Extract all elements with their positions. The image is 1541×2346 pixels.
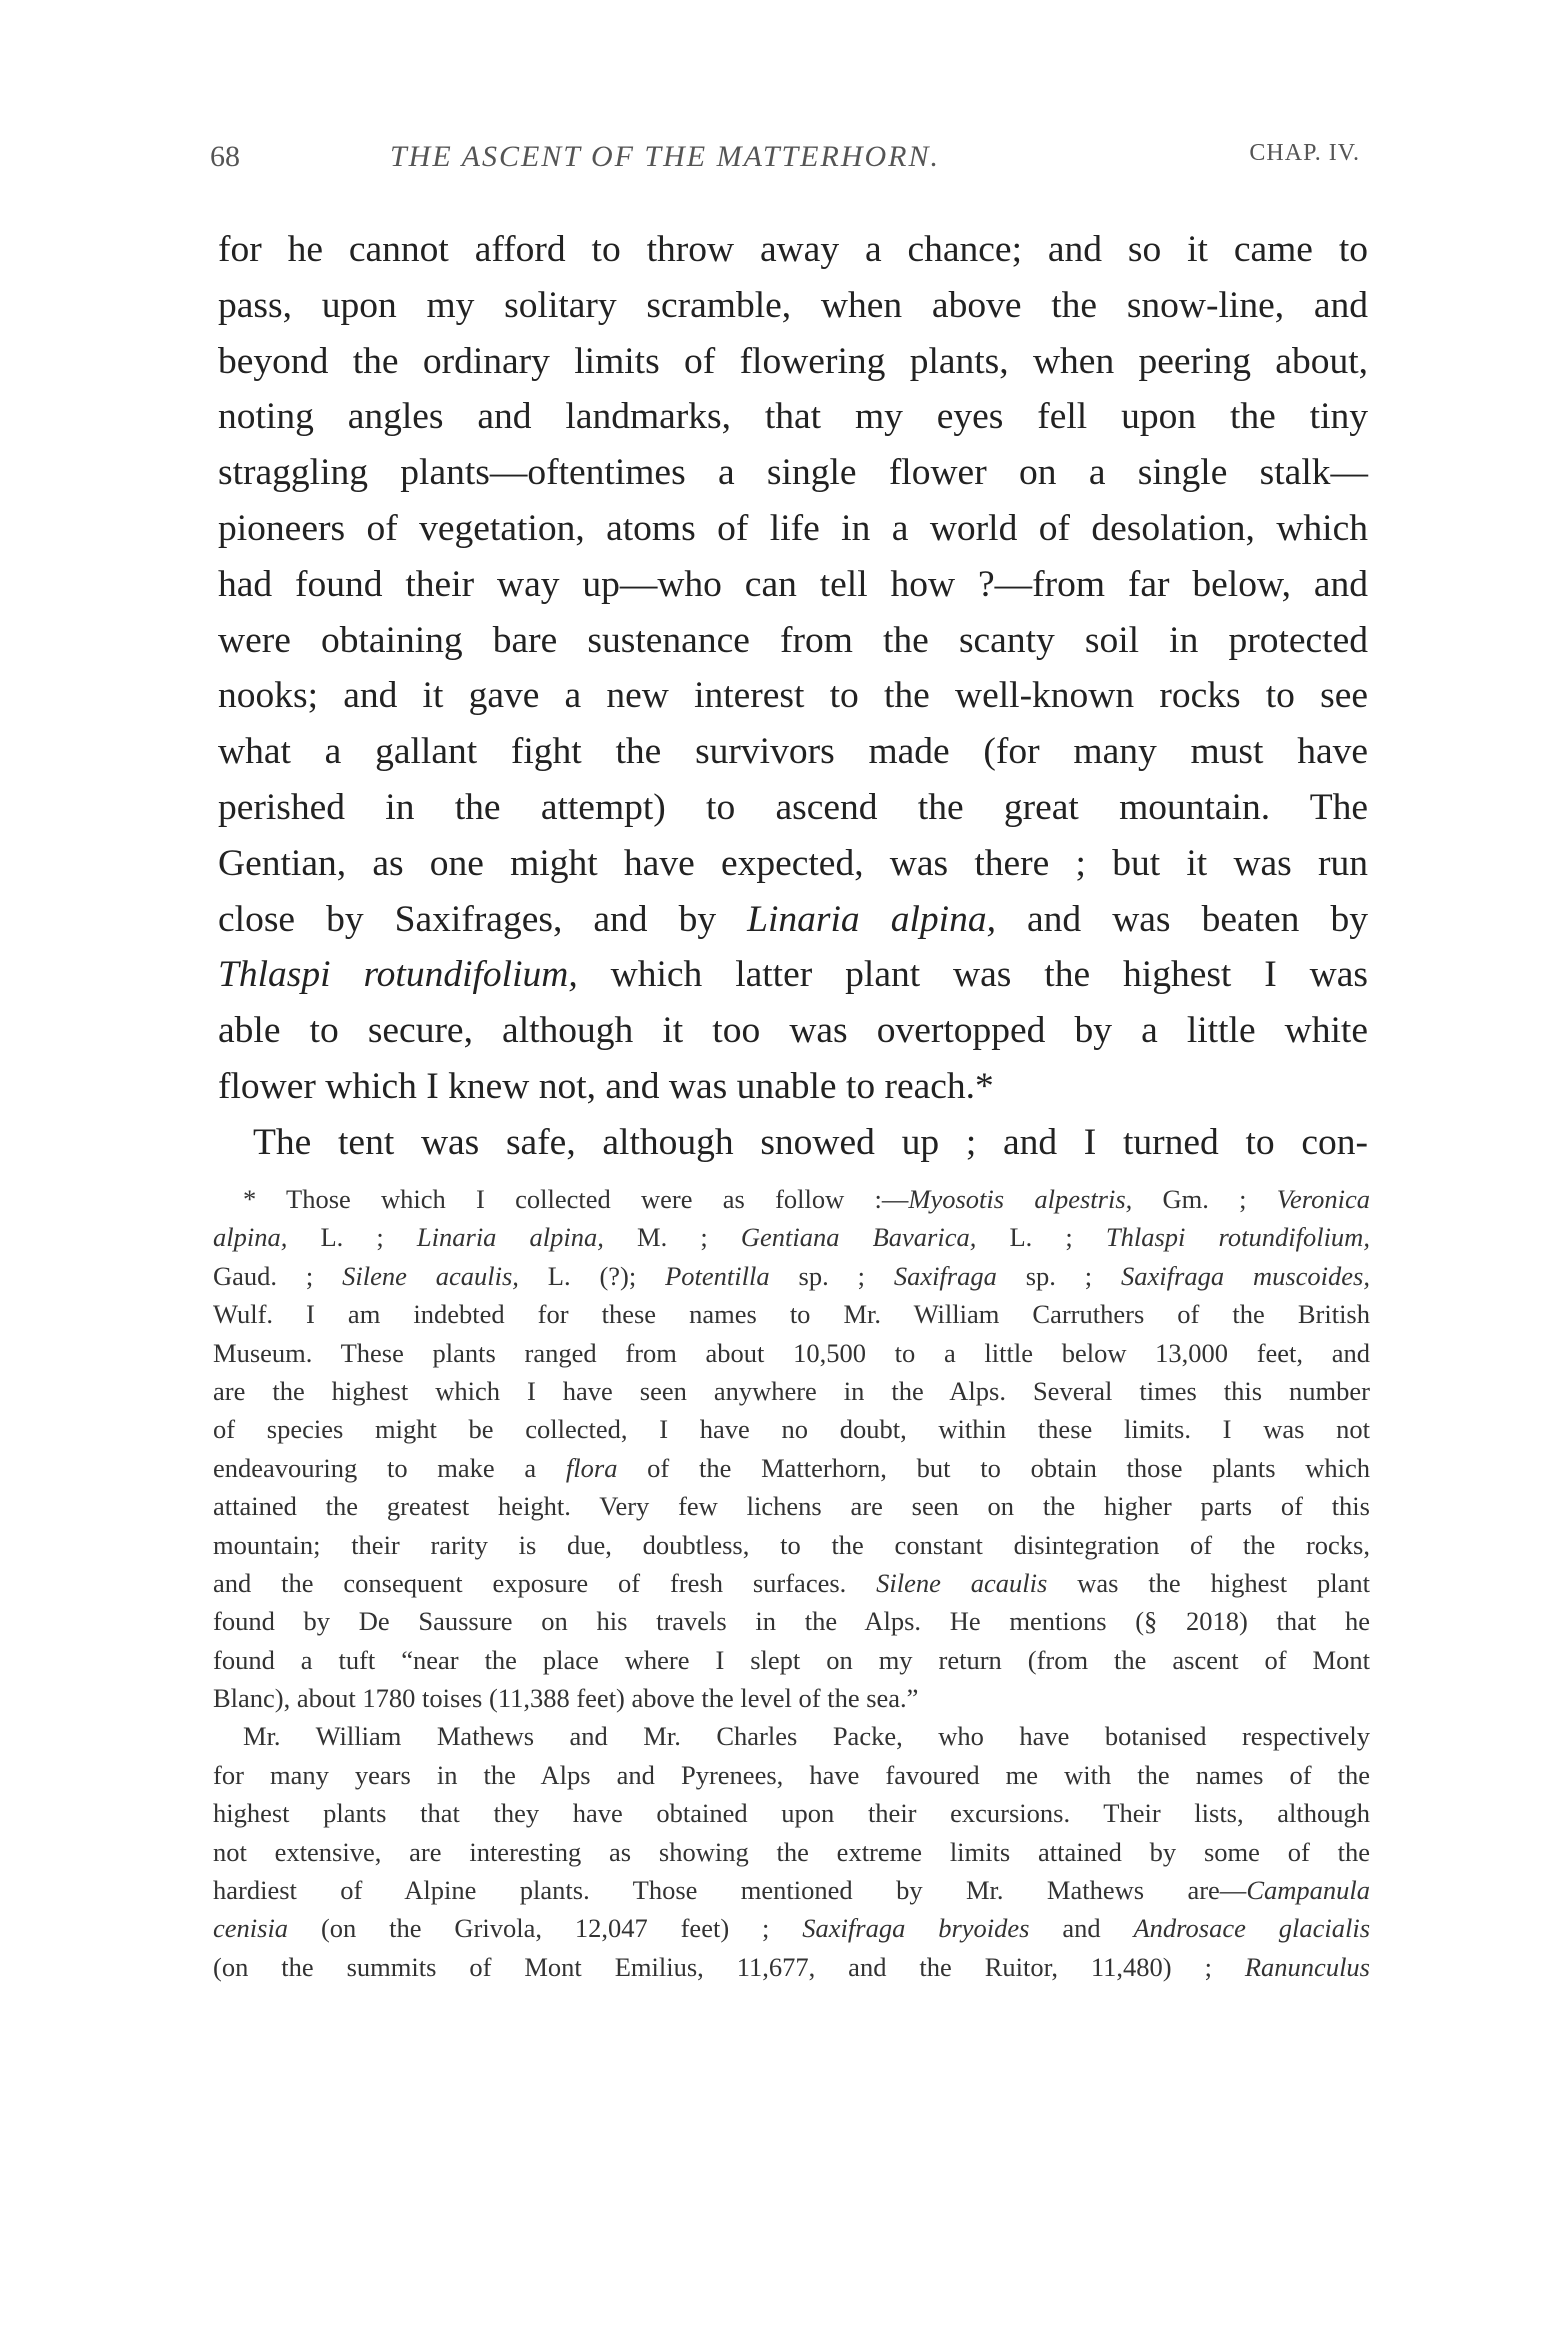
italic-term: Gentiana Bavarica, (740, 1222, 977, 1253)
footnote-line: endeavouring to make a flora of the Matterhorn, but to obtain those plants which (213, 1452, 1371, 1483)
footnote-line: Gaud. ; Silene acaulis, L. (?); Potentilla sp. ; Saxifraga sp. ; Saxifraga muscoides, (213, 1260, 1370, 1291)
italic-term: Saxifraga (893, 1260, 997, 1291)
text-line: pass, upon my solitary scramble, when above the snow-line, and (218, 284, 1368, 326)
italic-term: Thlaspi rotundifolium, (1105, 1222, 1370, 1253)
footnote-line: are the highest which I have seen anywhere in the Alps. Several times this number (213, 1375, 1370, 1406)
italic-term: Saxifraga muscoides, (1121, 1260, 1370, 1291)
footnote-line: mountain; their rarity is due, doubtless, to the constant disintegration of the rocks, (213, 1529, 1370, 1560)
footnote-line: attained the greatest height. Very few lichens are seen on the higher parts of this (213, 1491, 1370, 1522)
italic-term: Linaria alpina, (416, 1222, 604, 1253)
italic-term: Saxifraga bryoides (802, 1913, 1030, 1944)
italic-term: Veronica (1276, 1184, 1370, 1214)
footnote-line: highest plants that they have obtained upon their excursions. Their lists, although (213, 1798, 1370, 1829)
italic-term: flora (565, 1452, 618, 1483)
text-line: flower which I knew not, and was unable to reach.* (218, 1065, 994, 1107)
text-line: perished in the attempt) to ascend the great mountain. The (218, 786, 1368, 828)
footnote-line: alpina, L. ; Linaria alpina, M. ; Gentiana Bavarica, L. ; Thlaspi rotundifolium, (213, 1222, 1370, 1253)
italic-term: cenisia (213, 1913, 289, 1944)
page-number: 68 (210, 140, 240, 173)
running-head (210, 140, 1360, 180)
footnote-line: * Those which I collected were as follow :—Myosotis alpestris, Gm. ; Veronica (243, 1184, 1370, 1214)
footnote-line: Mr. William Mathews and Mr. Charles Packe, who have botanised respectively (243, 1721, 1370, 1752)
text-line: beyond the ordinary limits of flowering plants, when peering about, (218, 340, 1368, 382)
text-line: The tent was safe, although snowed up ; and I turned to con- (253, 1121, 1368, 1163)
italic-term: Linaria alpina, (747, 898, 996, 940)
running-title: THE ASCENT OF THE MATTERHORN. (390, 140, 940, 173)
text-line: had found their way up—who can tell how ?—from far below, and (218, 563, 1368, 605)
footnote-line: hardiest of Alpine plants. Those mentioned by Mr. Mathews are—Campanula (213, 1875, 1370, 1906)
text-line: pioneers of vegetation, atoms of life in a world of desolation, which (218, 507, 1368, 549)
italic-term: alpina, (213, 1222, 288, 1253)
footnote-line: (on the summits of Mont Emilius, 11,677, and the Ruitor, 11,480) ; Ranunculus (213, 1951, 1370, 1982)
italic-term: Silene acaulis (876, 1567, 1048, 1598)
footnote-line: and the consequent exposure of fresh surfaces. Silene acaulis was the highest plant (213, 1567, 1370, 1598)
footnote-line: Museum. These plants ranged from about 10,500 to a little below 13,000 feet, and (213, 1337, 1370, 1368)
text-line: for he cannot afford to throw away a chance; and so it came to (218, 229, 1368, 270)
text-line: Gentian, as one might have expected, was there ; but it was run (218, 842, 1368, 884)
footnote (213, 1180, 1370, 1986)
chapter-label: CHAP. IV. (1249, 140, 1360, 166)
italic-term: Potentilla (665, 1260, 770, 1291)
text-line: noting angles and landmarks, that my eyes fell upon the tiny (218, 396, 1368, 438)
footnote-line: found by De Saussure on his travels in the Alps. He mentions (§ 2018) that he (213, 1606, 1370, 1637)
footnote-line: Blanc), about 1780 toises (11,388 feet) above the level of the sea.” (213, 1683, 919, 1714)
footnote-line: Wulf. I am indebted for these names to Mr. William Carruthers of the British (213, 1299, 1370, 1330)
text-line: straggling plants—oftentimes a single flower on a single stalk— (218, 452, 1368, 494)
footnote-line: cenisia (on the Grivola, 12,047 feet) ; Saxifraga bryoides and Androsace glacialis (213, 1913, 1371, 1944)
text-line: what a gallant fight the survivors made (for many must have (218, 731, 1368, 773)
italic-term: Myosotis alpestris, (908, 1184, 1133, 1214)
footnote-line: not extensive, are interesting as showing the extreme limits attained by some of the (213, 1836, 1370, 1867)
text-line: able to secure, although it too was overtopped by a little white (218, 1010, 1368, 1052)
footnote-line: for many years in the Alps and Pyrenees, have favoured me with the names of the (213, 1759, 1370, 1790)
italic-term: Silene acaulis, (342, 1260, 519, 1291)
text-line: Thlaspi rotundifolium, which latter plant was the highest I was (218, 954, 1368, 996)
italic-term: Ranunculus (1244, 1951, 1370, 1982)
italic-term: Campanula (1246, 1875, 1370, 1906)
italic-term: Thlaspi rotundifolium, (218, 954, 578, 996)
text-line: were obtaining bare sustenance from the scanty soil in protected (218, 619, 1368, 661)
text-line: close by Saxifrages, and by Linaria alpina, and was beaten by (218, 898, 1368, 940)
italic-term: Androsace glacialis (1133, 1913, 1371, 1944)
body-paragraph (218, 222, 1368, 1171)
footnote-line: found a tuft “near the place where I slept on my return (from the ascent of Mont (213, 1644, 1370, 1675)
footnote-line: of species might be collected, I have no doubt, within these limits. I was not (213, 1414, 1370, 1445)
text-line: nooks; and it gave a new interest to the well-known rocks to see (218, 675, 1368, 717)
